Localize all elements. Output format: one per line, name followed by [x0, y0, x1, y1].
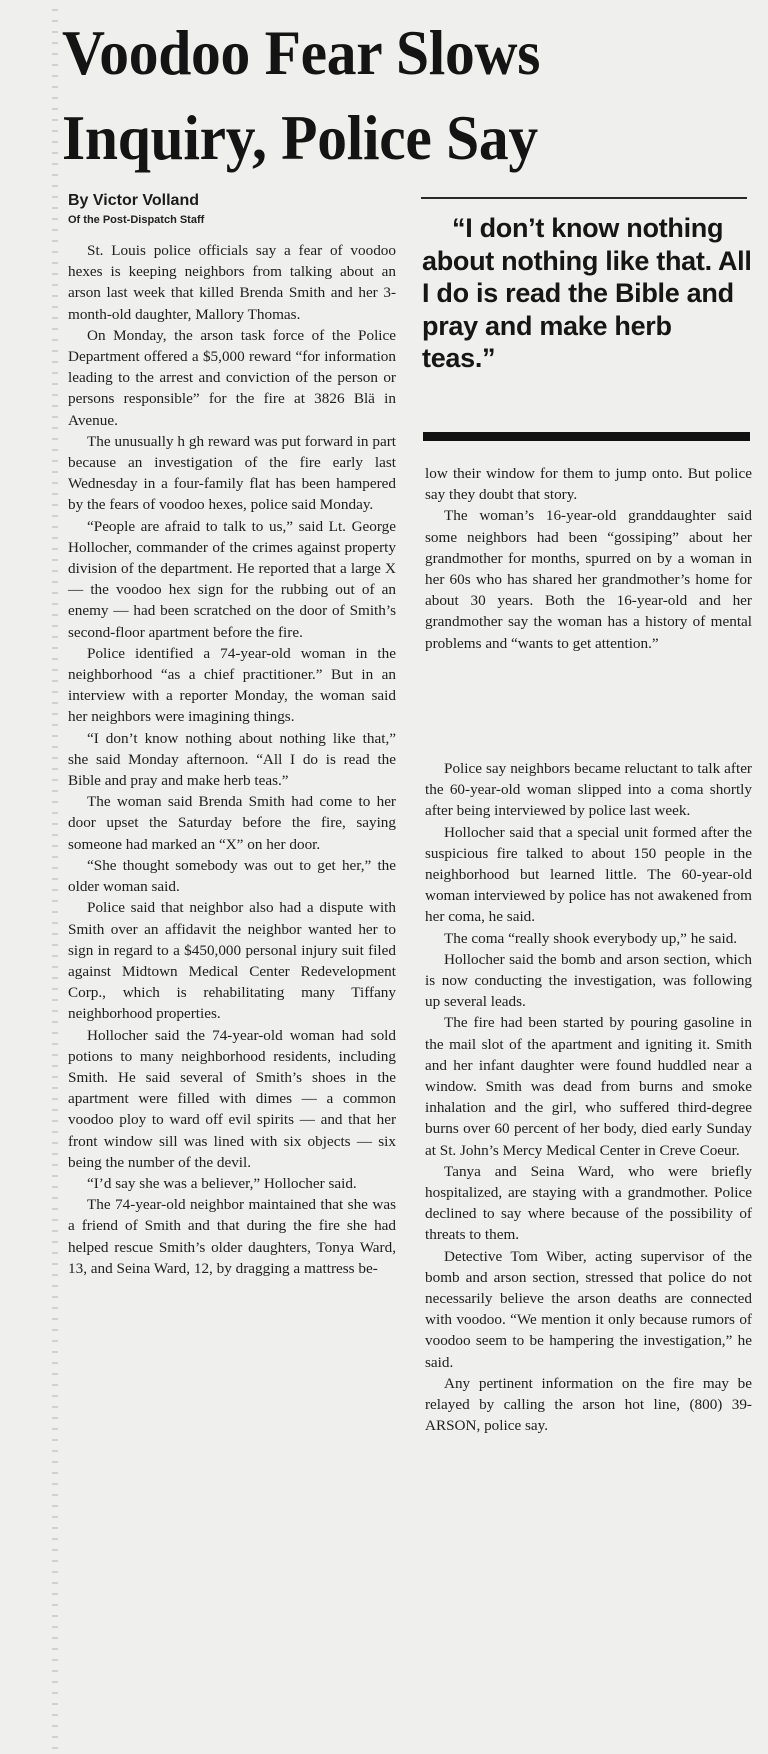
byline: By Victor Volland [68, 192, 199, 209]
page-edge-perforation [52, 0, 58, 1754]
headline-line-2: Inquiry, Police Say [62, 102, 538, 173]
paragraph: The 74-year-old neighbor maintained that she was a friend of Smith and that during the fire she had helped rescue Smith’s older daughters, Tonya Ward, 13, and Seina Ward, 12, by dragging a mattress be- [68, 1196, 396, 1277]
paragraph: The unusually h gh reward was put forward in part because an investigation of the fire early last Wednesday in a four-family flat has been hampered by the fears of voodoo hexes, police said Monday. [68, 432, 396, 514]
pull-quote-first-line: “I don’t know [452, 213, 620, 243]
paragraph: “She thought somebody was out to get her,” the older woman said. [68, 856, 396, 896]
pull-quote-text: nothing about nothing like that. All I do is read the Bible and pray and make herb teas.” [422, 213, 752, 373]
paragraph: St. Louis police officials say a fear of voodoo hexes is keeping neighbors from talking about an arson last week that killed Brenda Smith and her 3-month-old daughter, Mallory Thomas. [68, 242, 396, 323]
paragraph: Detective Tom Wiber, acting supervisor of the bomb and arson section, stressed that police do not necessarily believe the arson deaths are connected with voodoo. “We mention it only because rumors of voodoo seem to be hampering the investigation,” he said. [425, 1247, 752, 1371]
headline [62, 10, 657, 180]
pull-quote-top-rule [421, 197, 747, 199]
pull-quote [422, 212, 752, 375]
pull-quote-bottom-rule [423, 432, 750, 441]
paragraph: The woman’s 16-year-old granddaughter said some neighbors had been “gossiping” about her grandmother for months, spurred on by a woman in her 60s who has shared her grandmother’s home for about 30 years. Both the 16-year-old and her grandmother say the woman has a history of mental problems and “wants to get attention.” [425, 507, 752, 652]
paragraph: “I’d say she was a believer,” Hollocher said. [87, 1174, 357, 1192]
paragraph: “People are afraid to talk to us,” said Lt. George Hollocher, commander of the crimes against property division of the department. He reported that a large X — the voodoo hex sign for the rubbing out of an enemy — had been scratched on the door of Smith’s second-floor apartment before the fire. [68, 517, 396, 641]
paragraph: “I don’t know nothing about nothing like that,” she said Monday afternoon. “All I do is read the Bible and pray and make herb teas.” [68, 729, 396, 790]
paragraph: Tanya and Seina Ward, who were briefly hospitalized, are staying with a grandmother. Police declined to say where because of the possibility of threats to them. [425, 1162, 752, 1244]
article-column-right-top [425, 463, 752, 654]
byline-affiliation: Of the Post-Dispatch Staff [68, 214, 205, 226]
paragraph: On Monday, the arson task force of the Police Department offered a $5,000 reward “for information leading to the arrest and conviction of the person or persons responsible” for the fire at 3826 Blä in Avenue. [68, 326, 396, 429]
paragraph: Any pertinent information on the fire may be relayed by calling the arson hot line, (800) 39-ARSON, police say. [425, 1374, 752, 1435]
paragraph: Police identified a 74-year-old woman in the neighborhood “as a chief practitioner.” But in an interview with a reporter Monday, the woman said her neighbors were imagining things. [68, 644, 396, 726]
paragraph: Hollocher said the bomb and arson section, which is now conducting the investigation, was following up several leads. [425, 950, 752, 1011]
paragraph: The woman said Brenda Smith had come to her door upset the Saturday before the fire, saying someone had marked an “X” on her door. [68, 793, 396, 853]
paragraph: Hollocher said that a special unit formed after the suspicious fire talked to about 150 people in the neighborhood but learned little. The 60-year-old woman interviewed by police has not awakened from her coma, he said. [425, 823, 752, 926]
article-column-left [68, 240, 396, 1279]
headline-line-1: Voodoo Fear Slows [62, 17, 541, 88]
paragraph: Police said that neighbor also had a dispute with Smith over an affidavit the neighbor wanted her to sign in regard to a $450,000 personal injury suit filed against Midtown Medical Center Redevelopment Corp., which is rehabilitating many Tiffany neighborhood properties. [68, 899, 396, 1023]
paragraph: The coma “really shook everybody up,” he said. [444, 929, 738, 947]
paragraph-continued: low their window for them to jump onto. But police say they doubt that story. [425, 465, 752, 504]
article-column-right-bottom [425, 758, 752, 1437]
paragraph: The fire had been started by pouring gasoline in the mail slot of the apartment and igniting it. Smith and her infant daughter were found huddled near a window. Smith was dead from burns and smoke inhalation and the girl, who suffered third-degree burns over 60 percent of her body, died early Sunday at St. John’s Mercy Medical Center in Creve Coeur. [425, 1014, 752, 1159]
paragraph: Police say neighbors became reluctant to talk after the 60-year-old woman slipped into a coma shortly after being interviewed by police last week. [425, 760, 752, 820]
paragraph: Hollocher said the 74-year-old woman had sold potions to many neighborhood residents, including Smith. He said several of Smith’s shoes in the apartment were filled with dimes — a common voodoo ploy to ward off evil spirits — and that her front window sill was lined with six objects — six being the number of the devil. [68, 1026, 396, 1171]
